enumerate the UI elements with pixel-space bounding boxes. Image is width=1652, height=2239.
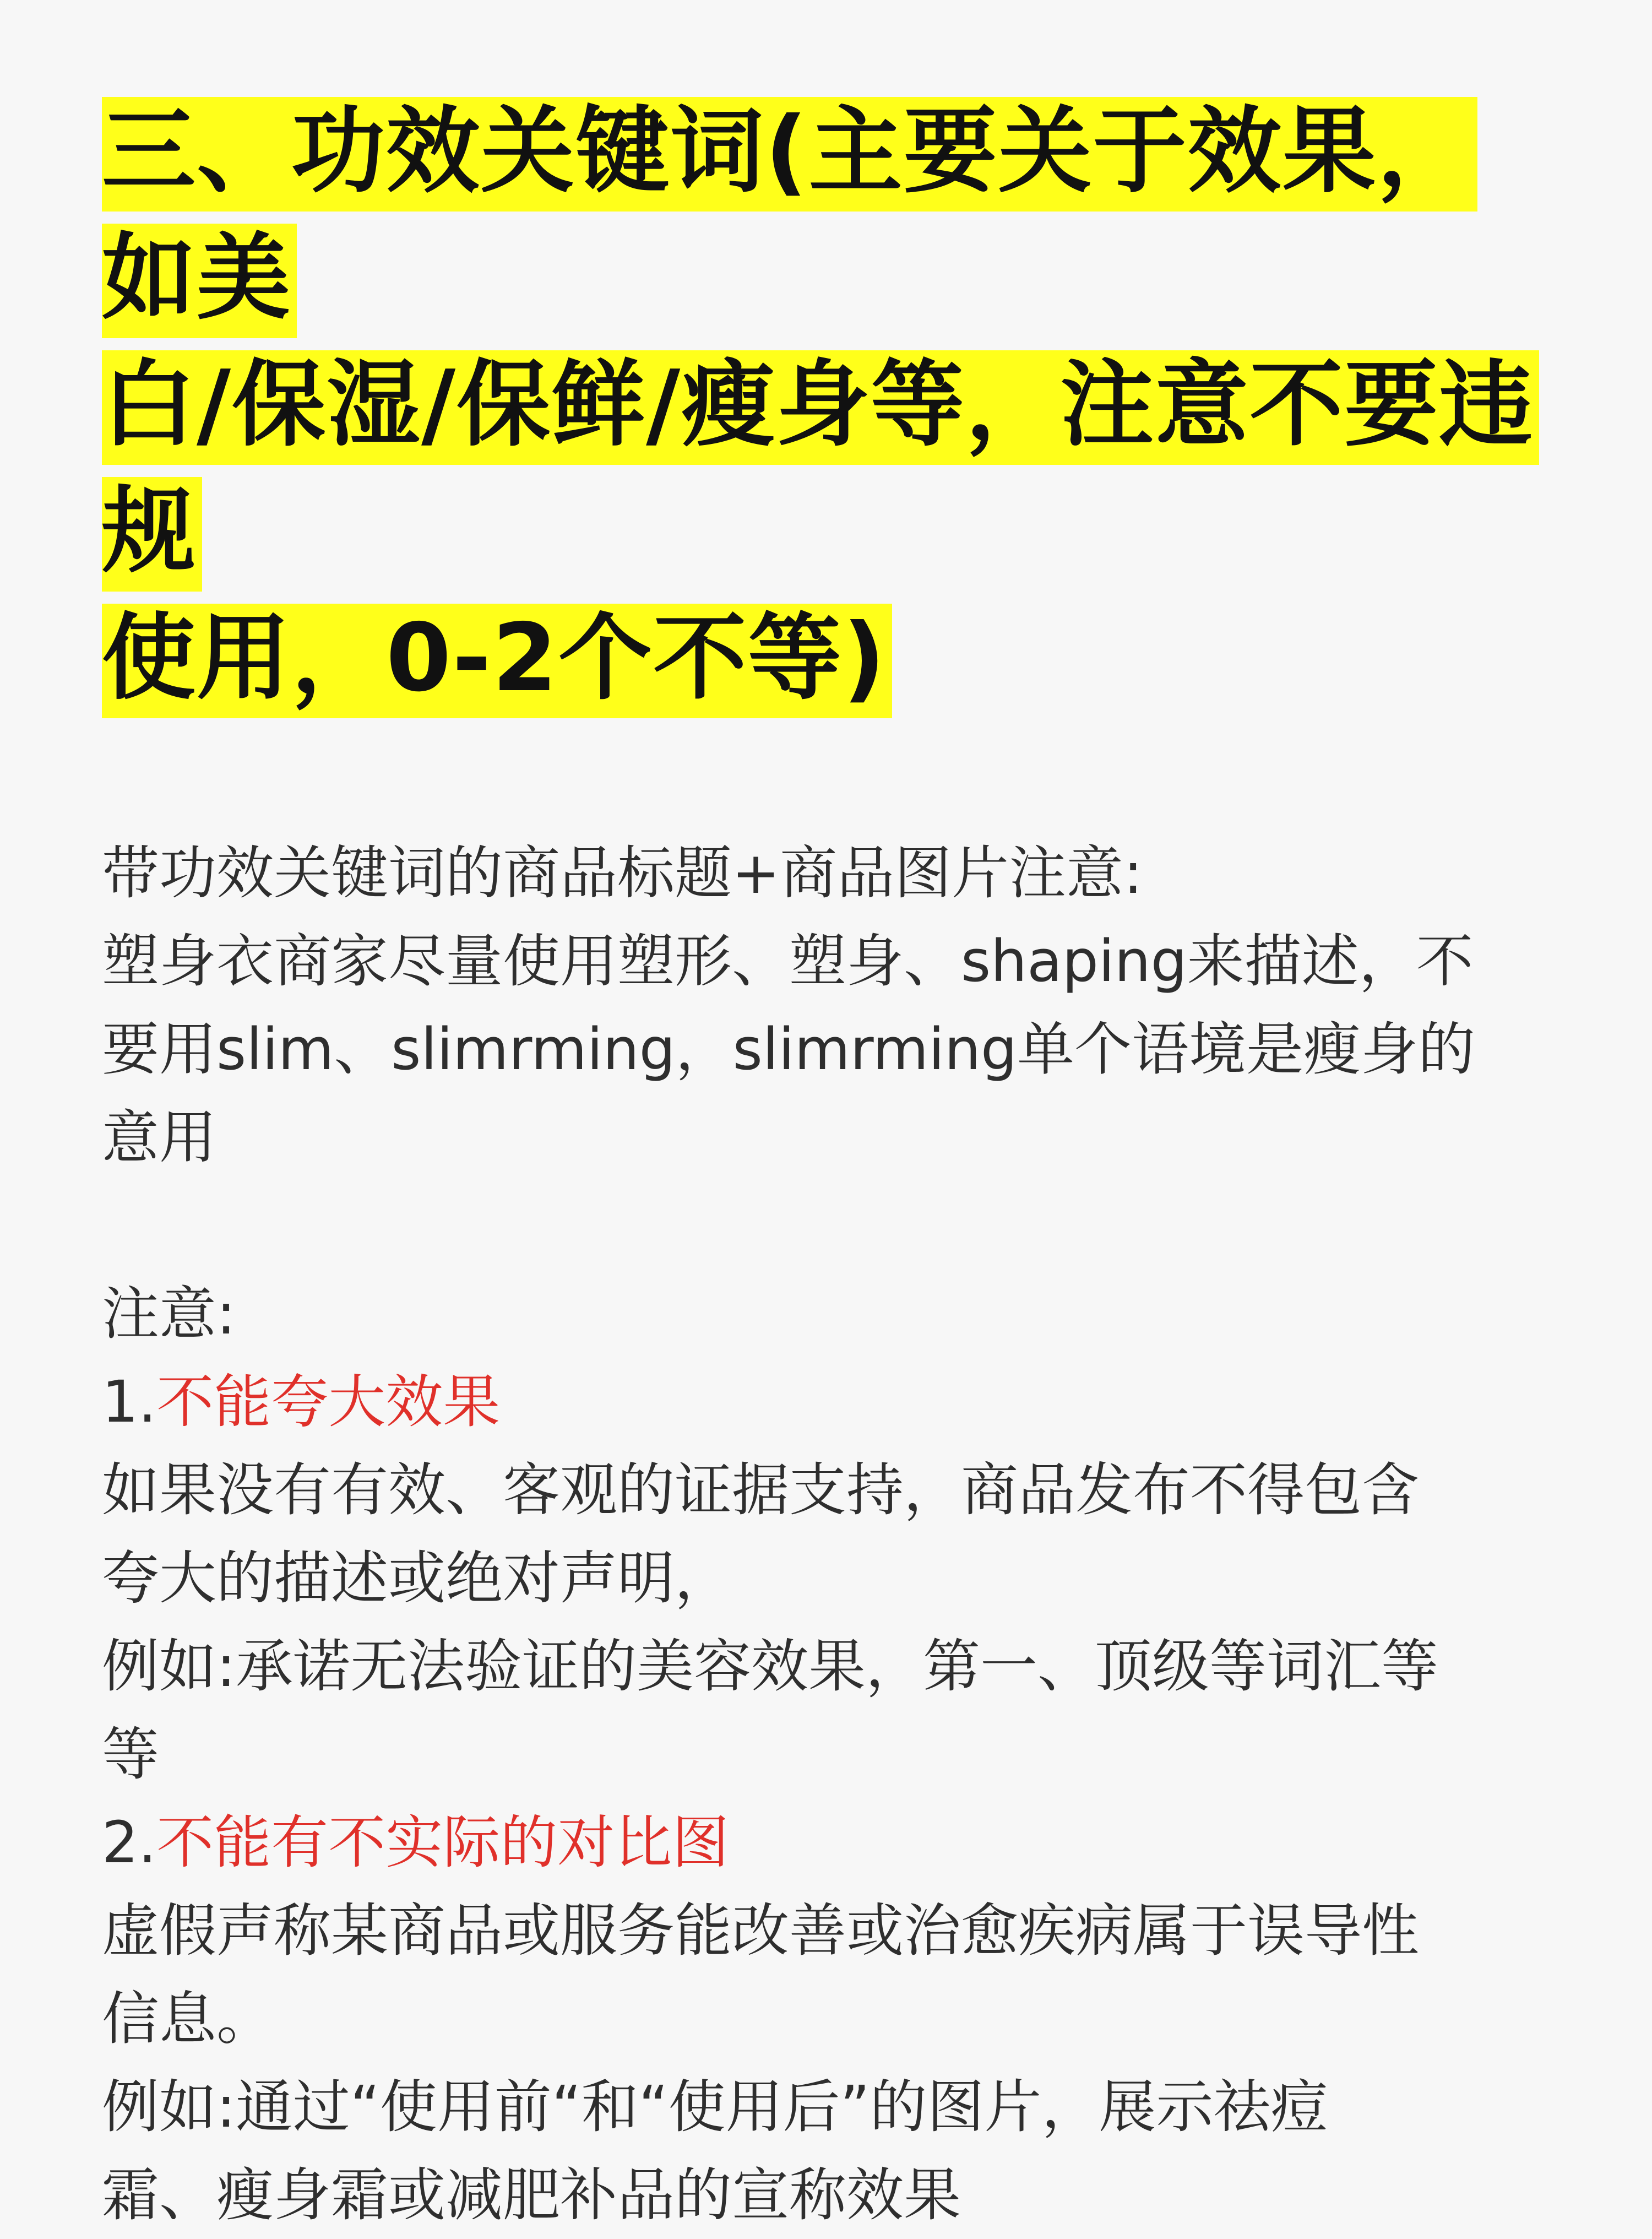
intro-line-4: 意用 [102,1104,217,1171]
paragraph-gap [102,1181,1547,1270]
heading-line-3: 使用，0-2个不等) [102,604,892,718]
note-item-1-heading: 不能夸大效果 [156,1368,501,1435]
note-item-2-number: 2. [102,1809,157,1876]
body-text [102,829,1547,2239]
intro-line-2: 塑身衣商家尽量使用塑形、塑身、shaping来描述，不 [102,928,1474,995]
note-item-2-line-1: 虚假声称某商品或服务能改善或治愈疾病属于误导性 [102,1897,1420,1964]
note-item-1-line-2: 夸大的描述或绝对声明， [102,1544,732,1612]
note-item-1-number: 1. [102,1368,157,1435]
note-item-2-line-3: 例如:通过“使用前“和“使用后”的图片，展示祛痘 [102,2073,1328,2140]
note-item-1-line-4: 等 [102,1721,160,1788]
note-item-1-line-1: 如果没有有效、客观的证据支持，商品发布不得包含 [102,1456,1420,1524]
note-item-1-line-3: 例如:承诺无法验证的美容效果，第一、顶级等词汇等 [102,1633,1439,1700]
intro-line-3: 要用slim、slimrming，slimrming单个语境是瘦身的 [102,1016,1475,1083]
note-item-2-line-2: 信息。 [102,1985,274,2052]
intro-line-1: 带功效关键词的商品标题+商品图片注意: [102,839,1143,907]
note-item-1-heading-row [102,1358,1547,1446]
note-item-2-heading: 不能有不实际的对比图 [156,1809,730,1876]
heading-line-1: 三、功效关键词(主要关于效果，如美 [102,97,1477,338]
note-item-2-heading-row [102,1798,1547,1886]
heading-line-2: 白/保湿/保鲜/瘦身等，注意不要违规 [102,350,1539,592]
section-heading [102,88,1547,722]
note-item-2-line-4: 霜、瘦身霜或减肥补品的宣称效果 [102,2161,961,2229]
notes-title: 注意: [102,1280,236,1347]
